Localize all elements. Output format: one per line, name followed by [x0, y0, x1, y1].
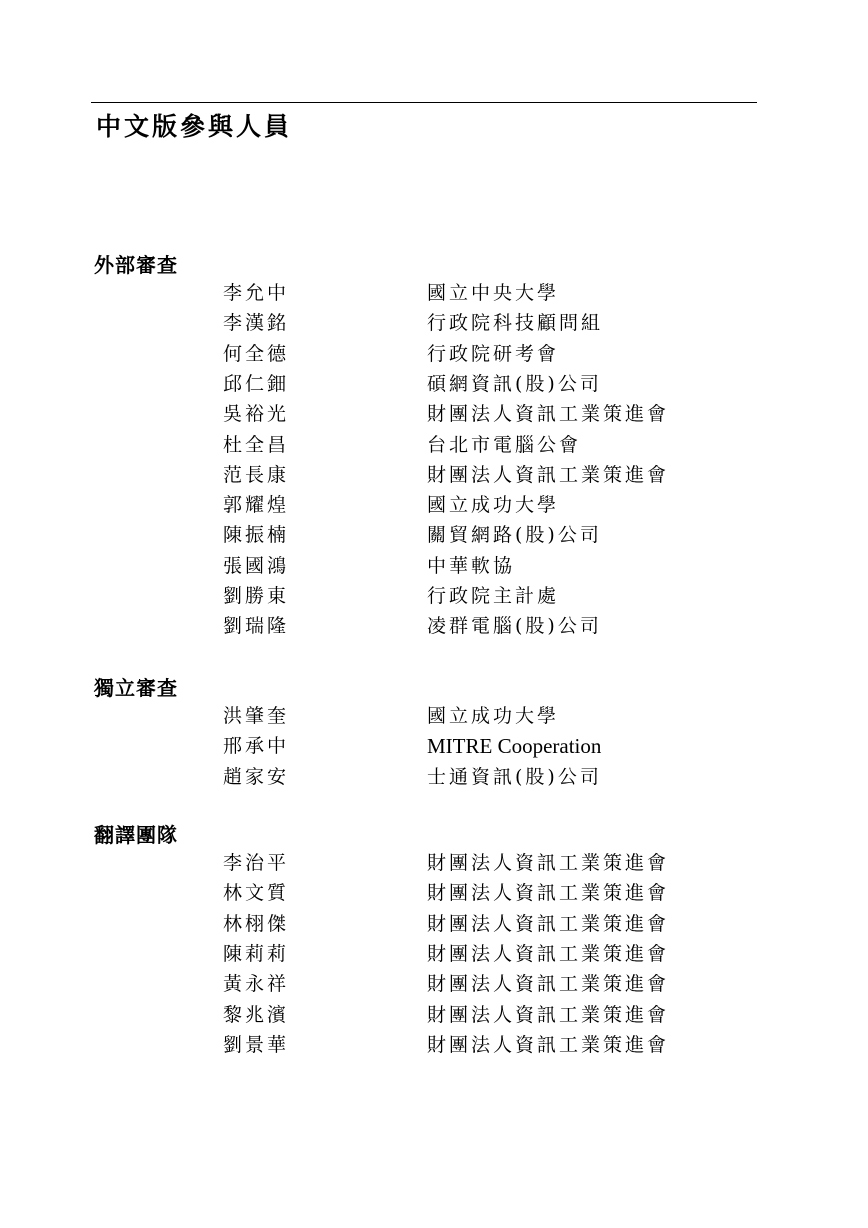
member-organization: 凌群電腦(股)公司: [427, 615, 602, 637]
member-row: [0, 611, 868, 641]
member-row: [0, 551, 868, 581]
header-rule: [91, 102, 757, 103]
member-name: 趙家安: [223, 766, 290, 788]
member-organization: 財團法人資訊工業策進會: [427, 1004, 670, 1026]
member-name: 李治平: [223, 852, 290, 874]
member-row: [0, 399, 868, 429]
member-row: [0, 848, 868, 878]
member-row: [0, 308, 868, 338]
member-organization: 士通資訊(股)公司: [427, 766, 602, 788]
member-row: [0, 278, 868, 308]
member-name: 張國鴻: [223, 555, 290, 577]
member-name: 邢承中: [223, 735, 290, 757]
member-name: 劉勝東: [223, 585, 290, 607]
member-organization: 財團法人資訊工業策進會: [427, 943, 670, 965]
member-organization: 行政院主計處: [427, 585, 560, 607]
page-title: 中文版參與人員: [96, 112, 293, 141]
external-review-heading: 外部審查: [94, 253, 178, 277]
independent-review-heading: 獨立審查: [94, 676, 178, 700]
member-name: 劉景華: [223, 1034, 290, 1056]
member-organization: 財團法人資訊工業策進會: [427, 464, 670, 486]
member-organization: 財團法人資訊工業策進會: [427, 1034, 670, 1056]
member-row: [0, 731, 868, 761]
member-name: 劉瑞隆: [223, 615, 290, 637]
member-organization: 國立成功大學: [427, 705, 560, 727]
member-organization: 財團法人資訊工業策進會: [427, 882, 670, 904]
member-name: 陳莉莉: [223, 943, 290, 965]
member-row: [0, 581, 868, 611]
member-row: [0, 460, 868, 490]
member-organization: 中華軟協: [427, 555, 516, 577]
member-organization: 財團法人資訊工業策進會: [427, 913, 670, 935]
member-name: 吳裕光: [223, 403, 290, 425]
member-name: 林文質: [223, 882, 290, 904]
member-name: 陳振楠: [223, 524, 290, 546]
member-organization: 國立中央大學: [427, 282, 560, 304]
member-organization: 財團法人資訊工業策進會: [427, 852, 670, 874]
member-name: 范長康: [223, 464, 290, 486]
member-row: [0, 939, 868, 969]
member-row: [0, 701, 868, 731]
member-organization: 國立成功大學: [427, 494, 560, 516]
member-name: 邱仁鈿: [223, 373, 290, 395]
member-row: [0, 430, 868, 460]
member-name: 洪肇奎: [223, 705, 290, 727]
member-organization: 碩網資訊(股)公司: [427, 373, 602, 395]
member-row: [0, 878, 868, 908]
member-row: [0, 369, 868, 399]
member-row: [0, 969, 868, 999]
translation-team-heading: 翻譯團隊: [94, 823, 178, 847]
member-name: 何全德: [223, 343, 290, 365]
member-row: [0, 339, 868, 369]
member-organization: 關貿網路(股)公司: [427, 524, 602, 546]
member-name: 黎兆濱: [223, 1004, 290, 1026]
member-row: [0, 1030, 868, 1060]
member-name: 黃永祥: [223, 973, 290, 995]
member-organization: 財團法人資訊工業策進會: [427, 403, 670, 425]
member-row: [0, 490, 868, 520]
member-organization: 行政院科技顧問組: [427, 312, 604, 334]
member-organization: 財團法人資訊工業策進會: [427, 973, 670, 995]
member-organization: MITRE Cooperation: [427, 734, 602, 758]
member-name: 杜全昌: [223, 434, 290, 456]
member-organization: 行政院研考會: [427, 343, 560, 365]
member-row: [0, 909, 868, 939]
member-row: [0, 520, 868, 550]
member-row: [0, 762, 868, 792]
member-name: 李允中: [223, 282, 290, 304]
member-organization: 台北市電腦公會: [427, 434, 582, 456]
member-name: 郭耀煌: [223, 494, 290, 516]
member-row: [0, 1000, 868, 1030]
member-name: 李漢銘: [223, 312, 290, 334]
member-name: 林栩傑: [223, 913, 290, 935]
